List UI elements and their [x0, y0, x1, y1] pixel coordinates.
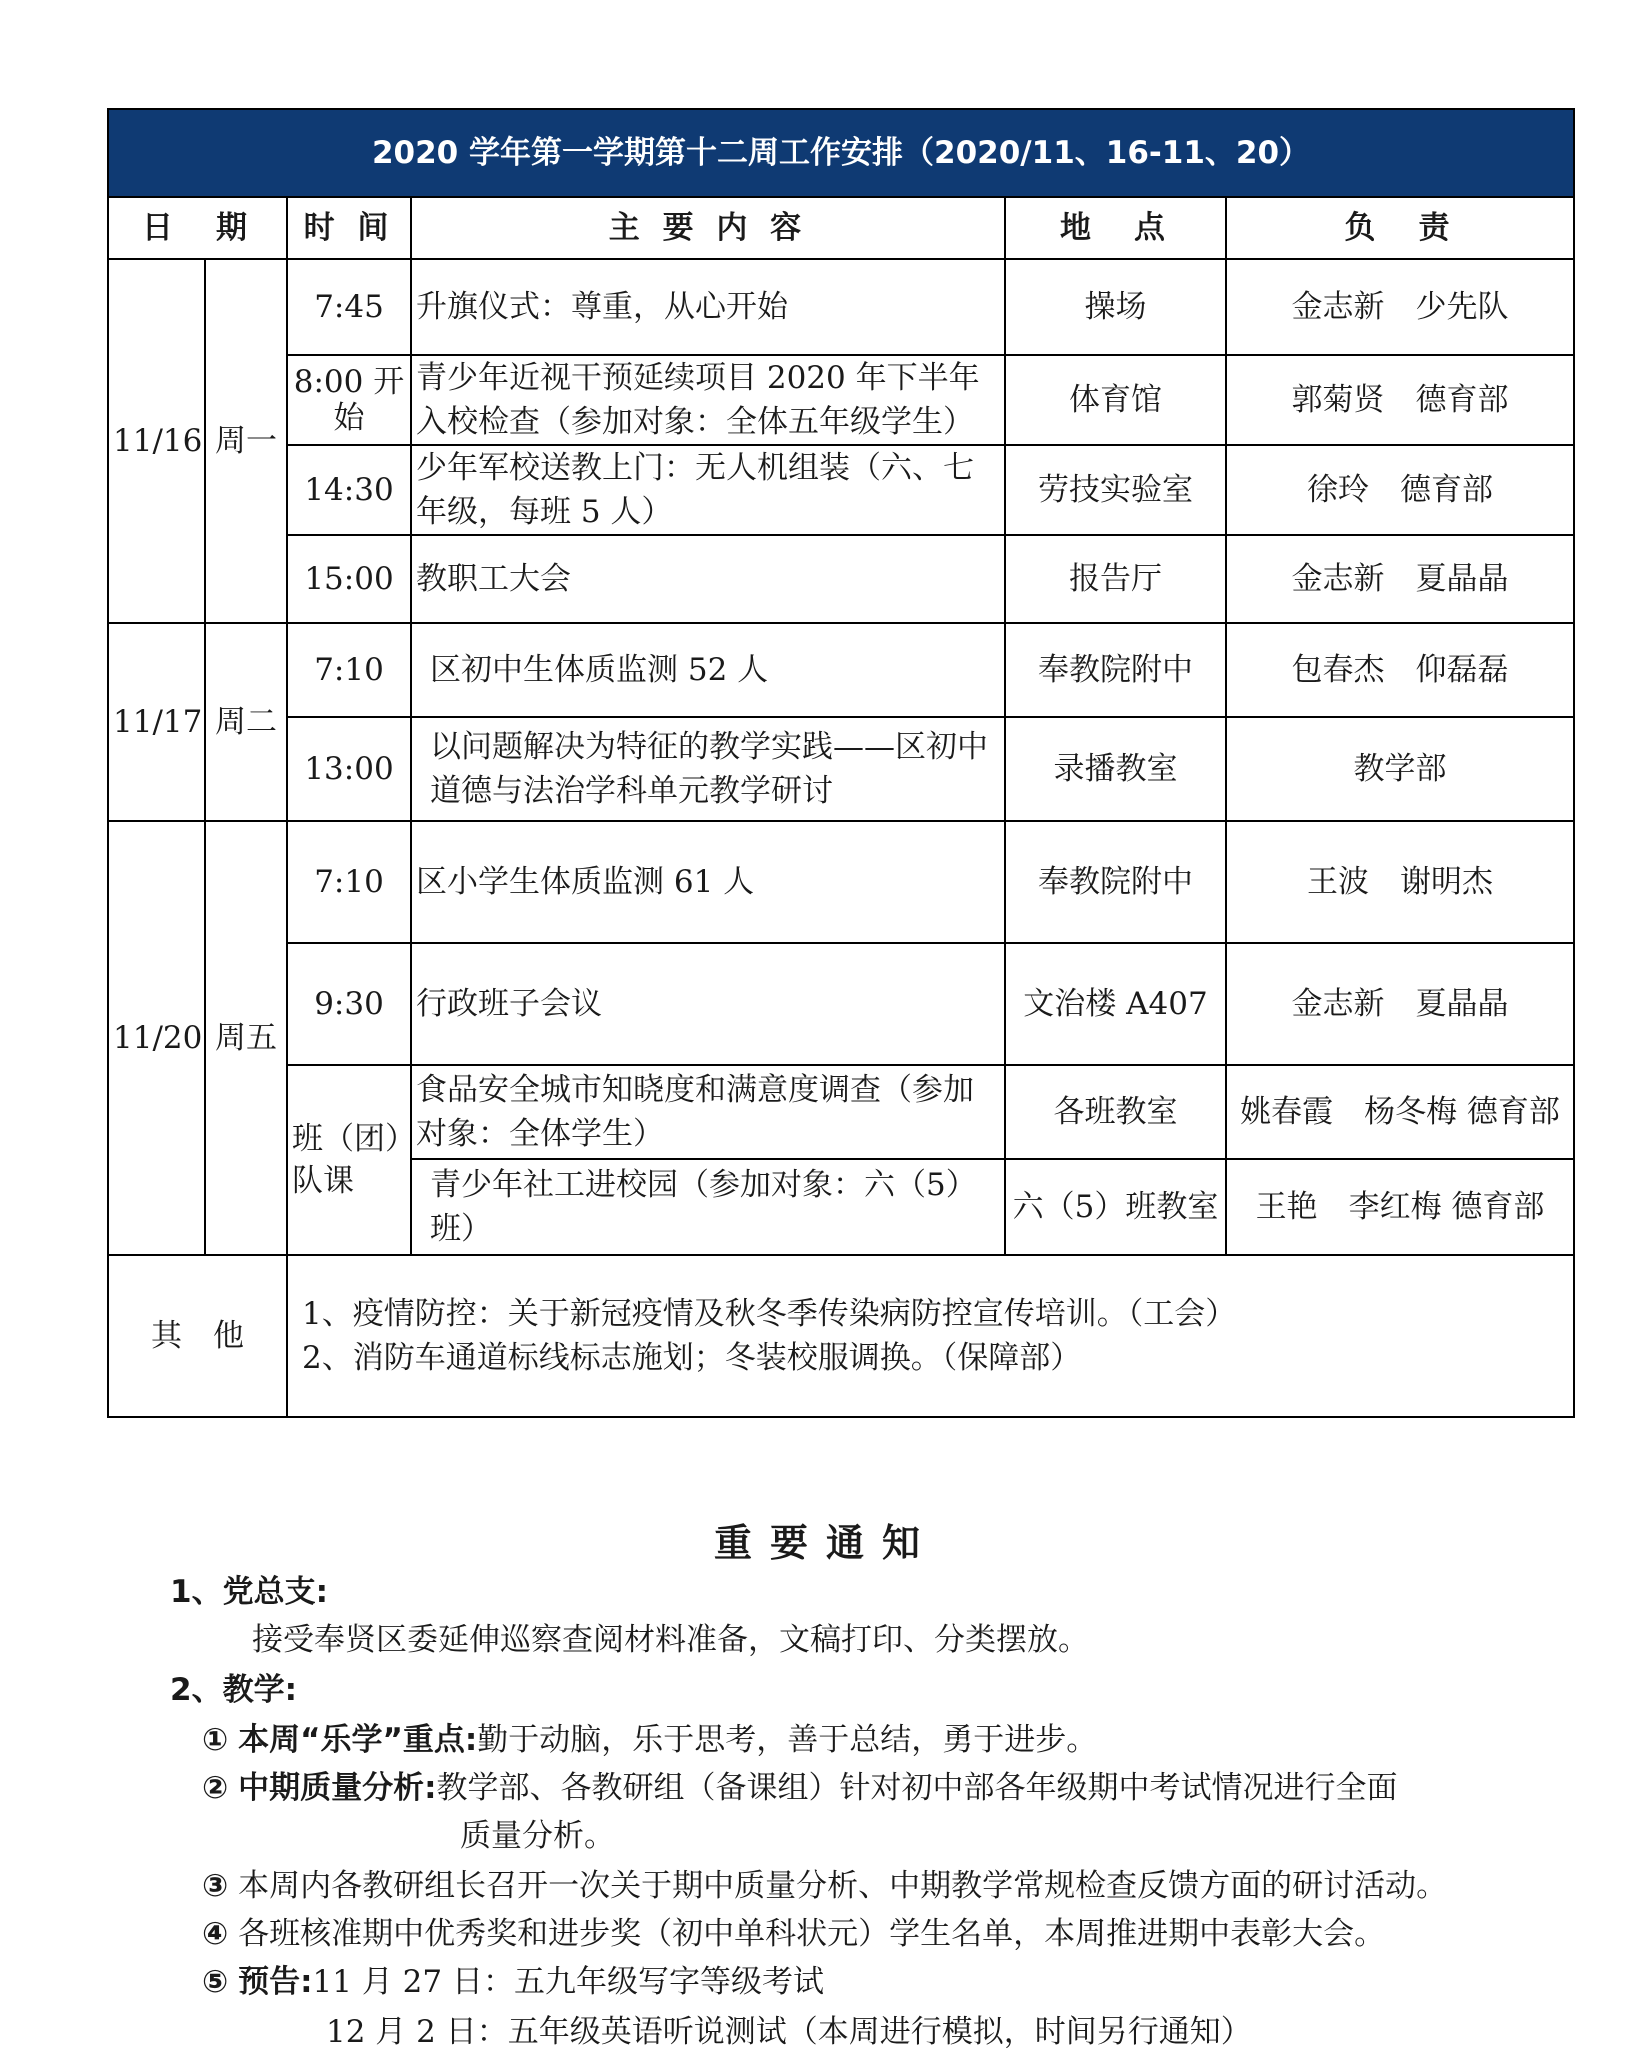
- section-party-heading: 1、党总支:: [170, 1574, 328, 1610]
- date-cell: 11/17: [108, 623, 205, 821]
- item-text: 教学部、各教研组（备课组）针对初中部各年级期中考试情况进行全面: [436, 1770, 1398, 1806]
- item-number: ③: [202, 1868, 229, 1904]
- owner-cell: 徐玲 德育部: [1226, 445, 1574, 535]
- item-number: ①: [202, 1722, 229, 1758]
- section-party-text: 接受奉贤区委延伸巡察查阅材料准备，文稿打印、分类摆放。: [252, 1622, 1089, 1658]
- other-item: 1、疫情防控：关于新冠疫情及秋冬季传染病防控宣传培训。（工会）: [302, 1296, 1237, 1332]
- owner-cell: 金志新 夏晶晶: [1226, 943, 1574, 1065]
- weekday-cell: 周一: [205, 259, 287, 623]
- place-cell: 各班教室: [1005, 1065, 1226, 1159]
- item-text: 各班核准期中优秀奖和进步奖（初中单科状元）学生名单，本周推进期中表彰大会。: [238, 1916, 1386, 1952]
- header-content: 主 要 内 容: [411, 197, 1005, 259]
- item-number: ④: [202, 1916, 229, 1952]
- teaching-item: [202, 1960, 824, 2004]
- other-label: 其 他: [108, 1255, 287, 1417]
- time-cell: 14:30: [287, 445, 411, 535]
- header-owner: 负 责: [1226, 197, 1574, 259]
- other-item: 2、消防车通道标线标志施划；冬装校服调换。（保障部）: [302, 1340, 1082, 1376]
- content-cell: 以问题解决为特征的教学实践——区初中道德与法治学科单元教学研讨: [411, 717, 1005, 821]
- place-cell: 奉教院附中: [1005, 821, 1226, 943]
- teaching-item: [202, 1912, 1385, 1956]
- item-text-continued: 质量分析。: [460, 1818, 615, 1854]
- item-text: 11 月 27 日：五九年级写字等级考试: [312, 1964, 824, 2000]
- item-text-continued: 12 月 2 日：五年级英语听说测试（本周进行模拟，时间另行通知）: [326, 2014, 1252, 2050]
- item-bold-label: 中期质量分析:: [238, 1770, 437, 1806]
- header-place: 地 点: [1005, 197, 1226, 259]
- owner-cell: 王波 谢明杰: [1226, 821, 1574, 943]
- other-items: [287, 1255, 1574, 1417]
- time-cell: 13:00: [287, 717, 411, 821]
- time-cell: 班（团）队课: [287, 1065, 411, 1255]
- item-bold-label: 本周“乐学”重点:: [238, 1722, 478, 1758]
- notice-title: 重要通知: [713, 1521, 938, 1565]
- place-cell: 六（5）班教室: [1005, 1159, 1226, 1255]
- teaching-item: [202, 1718, 1097, 1762]
- weekday-cell: 周五: [205, 821, 287, 1255]
- item-number: ②: [202, 1770, 229, 1806]
- place-cell: 操场: [1005, 259, 1226, 355]
- schedule-title: 2020 学年第一学期第十二周工作安排（2020/11、16-11、20）: [108, 109, 1574, 197]
- schedule-table: [107, 108, 1575, 1418]
- owner-cell: 金志新 少先队: [1226, 259, 1574, 355]
- owner-cell: 金志新 夏晶晶: [1226, 535, 1574, 623]
- teaching-item: [202, 1864, 1447, 1908]
- time-cell: 7:45: [287, 259, 411, 355]
- content-cell: 区初中生体质监测 52 人: [411, 623, 1005, 717]
- place-cell: 报告厅: [1005, 535, 1226, 623]
- content-cell: 食品安全城市知晓度和满意度调查（参加对象：全体学生）: [411, 1065, 1005, 1159]
- item-bold-label: 预告:: [238, 1964, 313, 2000]
- item-number: ⑤: [202, 1964, 229, 2000]
- time-cell: 15:00: [287, 535, 411, 623]
- owner-cell: 王艳 李红梅 德育部: [1226, 1159, 1574, 1255]
- header-time: 时 间: [287, 197, 411, 259]
- content-cell: 区小学生体质监测 61 人: [411, 821, 1005, 943]
- header-date: 日 期: [108, 197, 287, 259]
- place-cell: 录播教室: [1005, 717, 1226, 821]
- owner-cell: 郭菊贤 德育部: [1226, 355, 1574, 445]
- place-cell: 文治楼 A407: [1005, 943, 1226, 1065]
- owner-cell: 教学部: [1226, 717, 1574, 821]
- owner-cell: 包春杰 仰磊磊: [1226, 623, 1574, 717]
- section-teaching-heading: 2、教学:: [170, 1672, 297, 1708]
- time-cell: 8:00 开始: [287, 355, 411, 445]
- owner-cell: 姚春霞 杨冬梅 德育部: [1226, 1065, 1574, 1159]
- item-text: 勤于动脑，乐于思考，善于总结，勇于进步。: [477, 1722, 1098, 1758]
- content-cell: 行政班子会议: [411, 943, 1005, 1065]
- teaching-item: [202, 1766, 1398, 1810]
- item-text: 本周内各教研组长召开一次关于期中质量分析、中期教学常规检查反馈方面的研讨活动。: [238, 1868, 1448, 1904]
- content-cell: 青少年近视干预延续项目 2020 年下半年入校检查（参加对象：全体五年级学生）: [411, 355, 1005, 445]
- content-cell: 少年军校送教上门：无人机组装（六、七年级，每班 5 人）: [411, 445, 1005, 535]
- place-cell: 劳技实验室: [1005, 445, 1226, 535]
- time-cell: 9:30: [287, 943, 411, 1065]
- content-cell: 升旗仪式：尊重，从心开始: [411, 259, 1005, 355]
- content-cell: 青少年社工进校园（参加对象：六（5）班）: [411, 1159, 1005, 1255]
- place-cell: 体育馆: [1005, 355, 1226, 445]
- date-cell: 11/20: [108, 821, 205, 1255]
- weekday-cell: 周二: [205, 623, 287, 821]
- time-cell: 7:10: [287, 623, 411, 717]
- place-cell: 奉教院附中: [1005, 623, 1226, 717]
- date-cell: 11/16: [108, 259, 205, 623]
- time-cell: 7:10: [287, 821, 411, 943]
- content-cell: 教职工大会: [411, 535, 1005, 623]
